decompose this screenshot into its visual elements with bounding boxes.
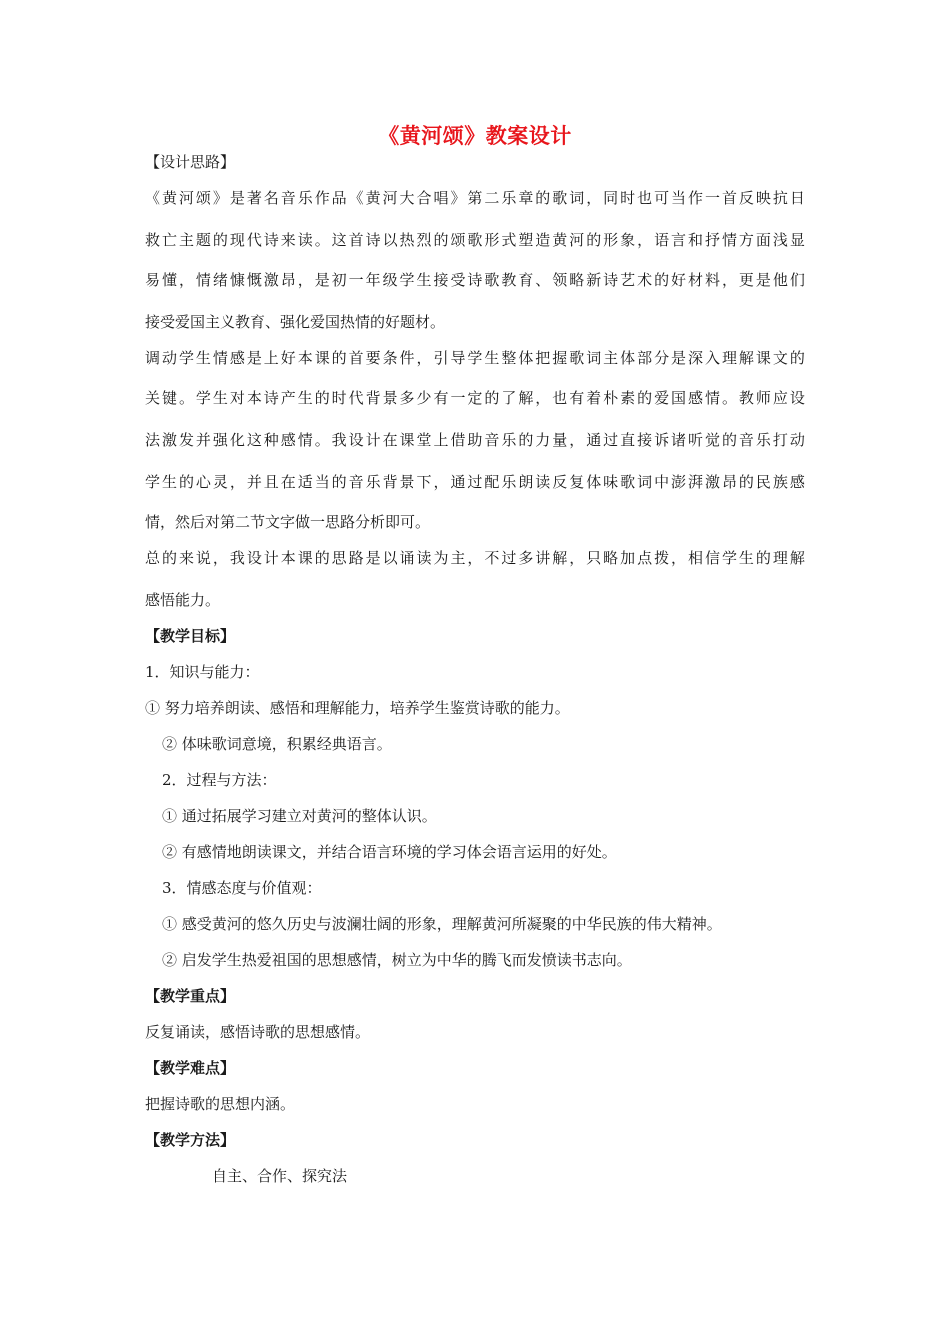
paragraph-line: 《 黄 河 颂 》 是 著 名 音 乐 作 品 《 黄 河 大 合 唱 》 第 二 乐 章 的 歌 词 ， 同 时 也 可 当 作 一 首 反 映 抗 日 [145, 189, 805, 207]
paragraph-line: 情，然后对第二节文字做一思路分析即可。 [145, 513, 431, 531]
paragraph-line: 感悟能力。 [145, 591, 221, 609]
section-heading-key-point: 【教学重点】 [145, 987, 236, 1005]
section-heading-design: 【设计思路】 [145, 153, 236, 171]
paragraph-line: 关 键 。 学 生 对 本 诗 产 生 的 时 代 背 景 多 少 有 一 定 的 了 解 ， 也 有 着 朴 素 的 爱 国 感 情 。 教 师 应 设 [145, 389, 805, 407]
goal-item: ② 有感情地朗读课文，并结合语言环境的学习体会语言运用的好处。 [162, 843, 617, 861]
goal-title: 2．过程与方法： [162, 771, 277, 789]
paragraph-line: 学 生 的 心 灵 ， 并 且 在 适 当 的 音 乐 背 景 下 ， 通 过 配 乐 朗 读 反 复 体 味 歌 词 中 澎 湃 激 昂 的 民 族 感 [145, 473, 805, 491]
section-heading-method: 【教学方法】 [145, 1131, 236, 1149]
goal-item: ① 通过拓展学习建立对黄河的整体认识。 [162, 807, 437, 825]
goal-item: ① 感受黄河的悠久历史与波澜壮阔的形象，理解黄河所凝聚的中华民族的伟大精神。 [162, 915, 722, 933]
paragraph-line: 接受爱国主义教育、强化爱国热情的好题材。 [145, 313, 446, 331]
paragraph-line: 救 亡 主 题 的 现 代 诗 来 读 。 这 首 诗 以 热 烈 的 颂 歌 形 式 塑 造 黄 河 的 形 象 ， 语 言 和 抒 情 方 面 浅 显 [145, 231, 805, 249]
goal-item: ① 努力培养朗读、感悟和理解能力，培养学生鉴赏诗歌的能力。 [145, 699, 570, 717]
goal-title: 3．情感态度与价值观： [162, 879, 322, 897]
key-point-text: 反复诵读，感悟诗歌的思想感情。 [145, 1023, 371, 1041]
method-text: 自主、合作、探究法 [212, 1167, 348, 1185]
paragraph-line: 易 懂 ， 情 绪 慷 慨 激 昂 ， 是 初 一 年 级 学 生 接 受 诗 歌 教 育 、 领 略 新 诗 艺 术 的 好 材 料 ， 更 是 他 们 [145, 271, 805, 289]
paragraph-line: 总 的 来 说 ， 我 设 计 本 课 的 思 路 是 以 诵 读 为 主 ， 不 过 多 讲 解 ， 只 略 加 点 拨 ， 相 信 学 生 的 理 解 [145, 549, 805, 567]
difficulty-text: 把握诗歌的思想内涵。 [145, 1095, 296, 1113]
goal-title: 1．知识与能力： [145, 663, 260, 681]
page-title: 《黄河颂》教案设计 [378, 124, 572, 148]
section-heading-goals: 【教学目标】 [145, 627, 236, 645]
paragraph-line: 法 激 发 并 强 化 这 种 感 情 。 我 设 计 在 课 堂 上 借 助 音 乐 的 力 量 ， 通 过 直 接 诉 诸 听 觉 的 音 乐 打 动 [145, 431, 805, 449]
goal-item: ② 启发学生热爱祖国的思想感情，树立为中华的腾飞而发愤读书志向。 [162, 951, 632, 969]
paragraph-line: 调 动 学 生 情 感 是 上 好 本 课 的 首 要 条 件 ， 引 导 学 生 整 体 把 握 歌 词 主 体 部 分 是 深 入 理 解 课 文 的 [145, 349, 805, 367]
section-heading-difficulty: 【教学难点】 [145, 1059, 236, 1077]
goal-item: ② 体味歌词意境，积累经典语言。 [162, 735, 392, 753]
